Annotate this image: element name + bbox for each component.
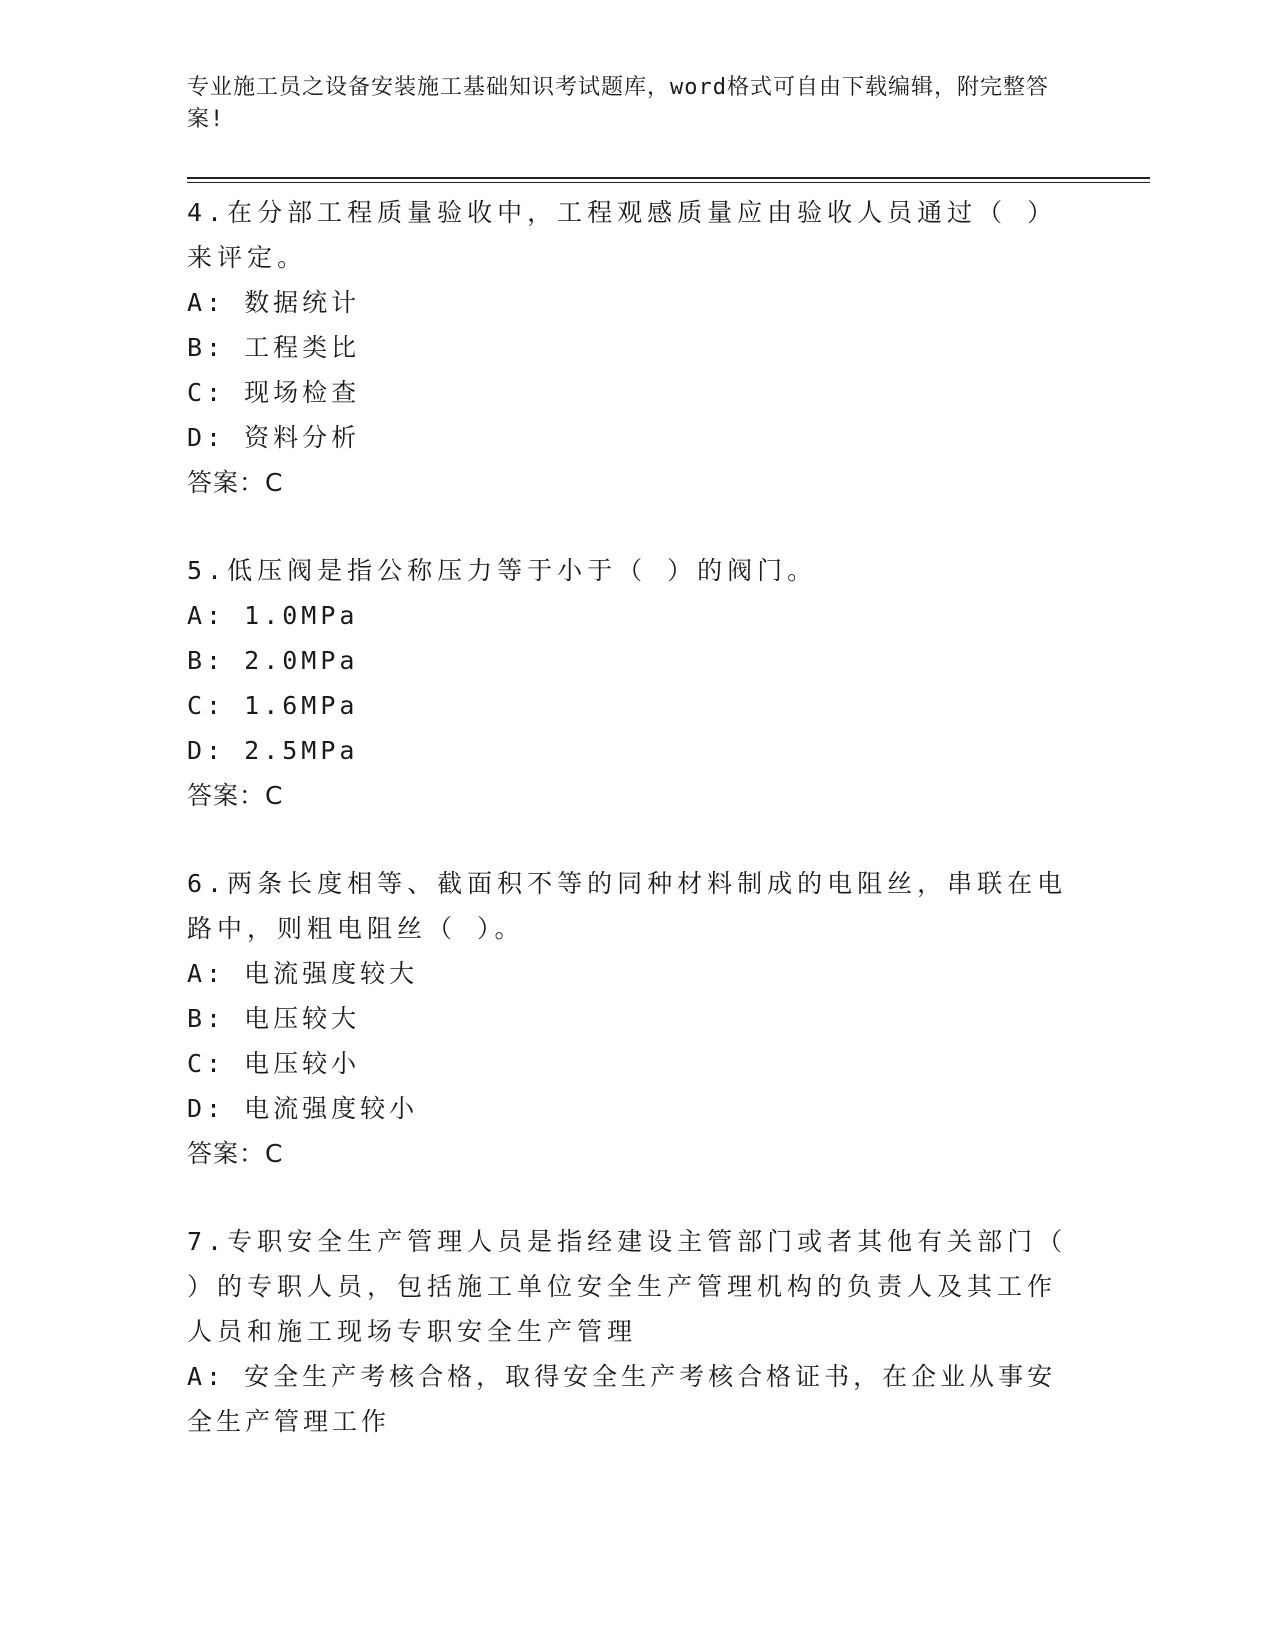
answer: 答案：C	[187, 468, 284, 497]
question-stem: 7.专职安全生产管理人员是指经建设主管部门或者其他有关部门（ ）的专职人员，包括施工单位安全生产管理机构的负责人及其工作人员和施工现场专职安全生产管理	[187, 1227, 1068, 1346]
option-d: D: 资料分析	[187, 423, 361, 452]
option-d: D: 电流强度较小	[187, 1094, 419, 1123]
question-item	[187, 1219, 1077, 1444]
question-list	[187, 190, 1077, 1487]
question-stem: 4.在分部工程质量验收中，工程观感质量应由验收人员通过（ ）来评定。	[187, 198, 1058, 272]
option-d: D: 2.5MPa	[187, 736, 359, 765]
option-a: A: 数据统计	[187, 288, 361, 317]
header-divider	[187, 177, 1150, 179]
option-a: A: 电流强度较大	[187, 959, 419, 988]
option-b: B: 工程类比	[187, 333, 361, 362]
option-b: B: 电压较大	[187, 1004, 361, 1033]
document-header: 专业施工员之设备安装施工基础知识考试题库，word格式可自由下载编辑，附完整答案!	[187, 75, 1049, 132]
option-a: A: 1.0MPa	[187, 601, 359, 630]
option-c: C: 1.6MPa	[187, 691, 359, 720]
option-c: C: 现场检查	[187, 378, 361, 407]
option-c: C: 电压较小	[187, 1049, 361, 1078]
option-a: A: 安全生产考核合格，取得安全生产考核合格证书，在企业从事安全生产管理工作	[187, 1362, 1057, 1436]
question-item	[187, 190, 1077, 505]
question-item	[187, 861, 1077, 1176]
question-stem: 5.低压阀是指公称压力等于小于（ ）的阀门。	[187, 556, 818, 585]
answer: 答案：C	[187, 781, 284, 810]
question-stem: 6.两条长度相等、截面积不等的同种材料制成的电阻丝，串联在电路中，则粗电阻丝（ ）。	[187, 869, 1068, 943]
header-divider-thin	[187, 182, 1150, 183]
question-item	[187, 548, 1077, 818]
option-b: B: 2.0MPa	[187, 646, 359, 675]
answer: 答案：C	[187, 1139, 284, 1168]
